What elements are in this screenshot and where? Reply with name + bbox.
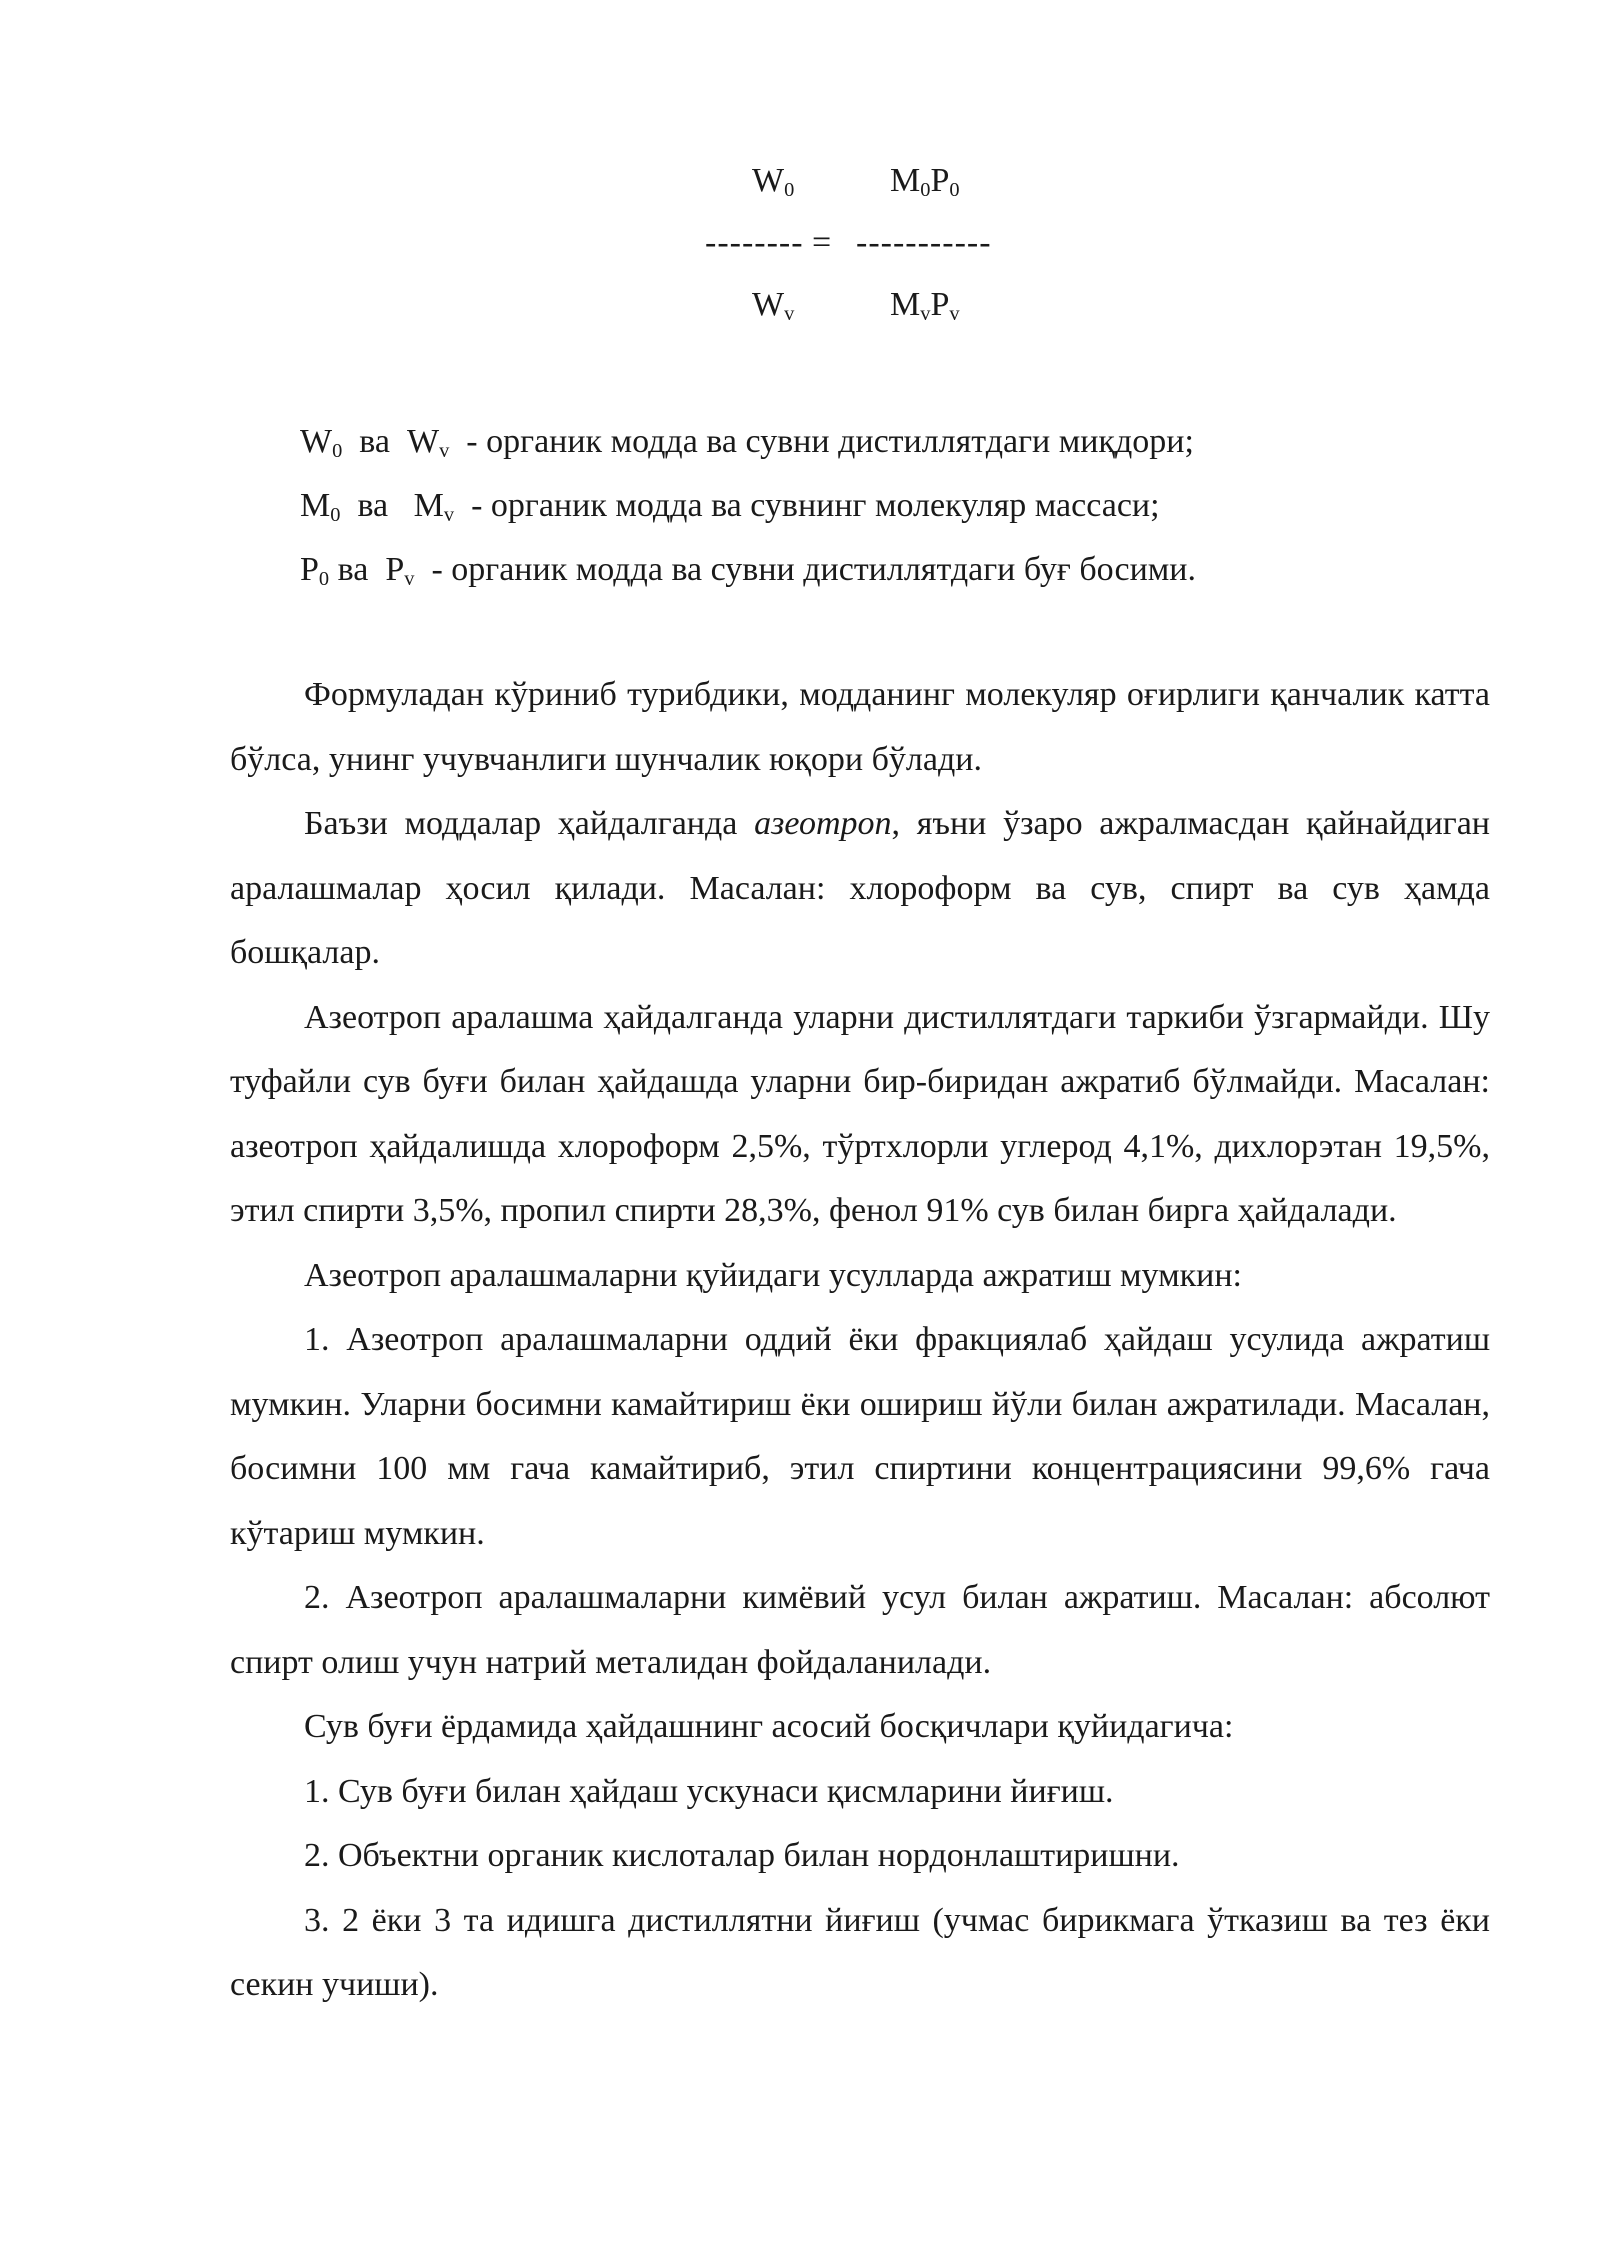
paragraph-formula-conclusion: Формуладан кўриниб турибдики, модданинг молекуляр оғирлиги қанчалик катта бўлса, унинг учувчанлиги шунчалик юқори бўлади. bbox=[230, 676, 1490, 778]
formula-separator-left: -------- bbox=[705, 224, 804, 261]
paragraph-method-1: 1. Азеотроп аралашмаларни оддий ёки фракциялаб ҳайдаш усулида ажратиш мумкин. Уларни босимни камайтириш ёки ошириш йўли билан ажратилади. Масалан, босимни 100 мм гача камайтириб, этил спиртини концентрациясини 99,6% гача кўтариш мумкин. bbox=[230, 1321, 1490, 1552]
paragraph-steps-intro: Сув буғи ёрдамида ҳайдашнинг асосий босқичлари қуйидагича: bbox=[304, 1708, 1234, 1745]
body-text bbox=[230, 663, 1490, 2018]
paragraph-step-3: 3. 2 ёки 3 та идишга дистиллятни йиғиш (учмас бирикмага ўтказиш ва тез ёки секин учиши). bbox=[230, 1901, 1490, 2003]
formula-definitions bbox=[300, 410, 1196, 602]
formula-fraction-line bbox=[690, 212, 1050, 274]
paragraph-azeotrope-composition: Азеотроп аралашма ҳайдалганда уларни дистиллятдаги таркиби ўзгармайди. Шу туфайли сув буғи билан ҳайдашда уларни бир-биридан ажратиб бўлмайди. Масалан: азеотроп ҳайдалишда хлороформ 2,5%, тўртхлорли углерод 4,1%, дихлорэтан 19,5%, этил спирти 3,5%, пропил спирти 28,3%, фенол 91% сув билан бирга ҳайдалади. bbox=[230, 998, 1490, 1229]
formula-m0p0: $M_0P_0$ bbox=[890, 162, 960, 202]
definition-line: $W_0$ ва $W_v$ - органик модда ва сувни дистиллятдаги миқдори; bbox=[300, 423, 1194, 463]
term-azeotrope: азеотроп bbox=[754, 805, 892, 842]
formula-wv: $W_v$ bbox=[752, 286, 795, 326]
formula-equals: = bbox=[812, 224, 832, 261]
definition-line: $P_0$ ва $P_v$ - органик модда ва сувни дистиллятдаги буғ босими. bbox=[300, 551, 1196, 591]
formula-w0: $W_0$ bbox=[752, 162, 795, 202]
definition-line: $M_0$ ва $M_v$ - органик модда ва сувнинг молекуляр массаси; bbox=[300, 487, 1160, 527]
formula-mvpv: $M_vP_v$ bbox=[890, 286, 960, 326]
paragraph-separation-methods: Азеотроп аралашмаларни қуйидаги усулларда ажратиш мумкин: bbox=[304, 1256, 1242, 1294]
paragraph-method-2: 2. Азеотроп аралашмаларни кимёвий усул билан ажратиш. Масалан: абсолют спирт олиш учун натрий металидан фойдаланилади. bbox=[230, 1579, 1490, 1681]
paragraph-step-2: 2. Объектни органик кислоталар билан нордонлаштиришни. bbox=[304, 1837, 1180, 1874]
formula-denominator bbox=[690, 274, 1050, 336]
paragraph-azeotrope-intro: Баъзи моддалар ҳайдалганда азеотроп, яъни ўзаро ажралмасдан қайнайдиган аралашмалар ҳосил қилади. Масалан: хлороформ ва сув, спирт ва сув ҳамда бошқалар. bbox=[230, 805, 1490, 971]
formula-separator-right: ----------- bbox=[856, 224, 992, 261]
paragraph-step-1: 1. Сув буғи билан ҳайдаш ускунаси қисмларини йиғиш. bbox=[304, 1772, 1114, 1810]
formula bbox=[690, 150, 1050, 336]
formula-numerator bbox=[690, 150, 1050, 212]
